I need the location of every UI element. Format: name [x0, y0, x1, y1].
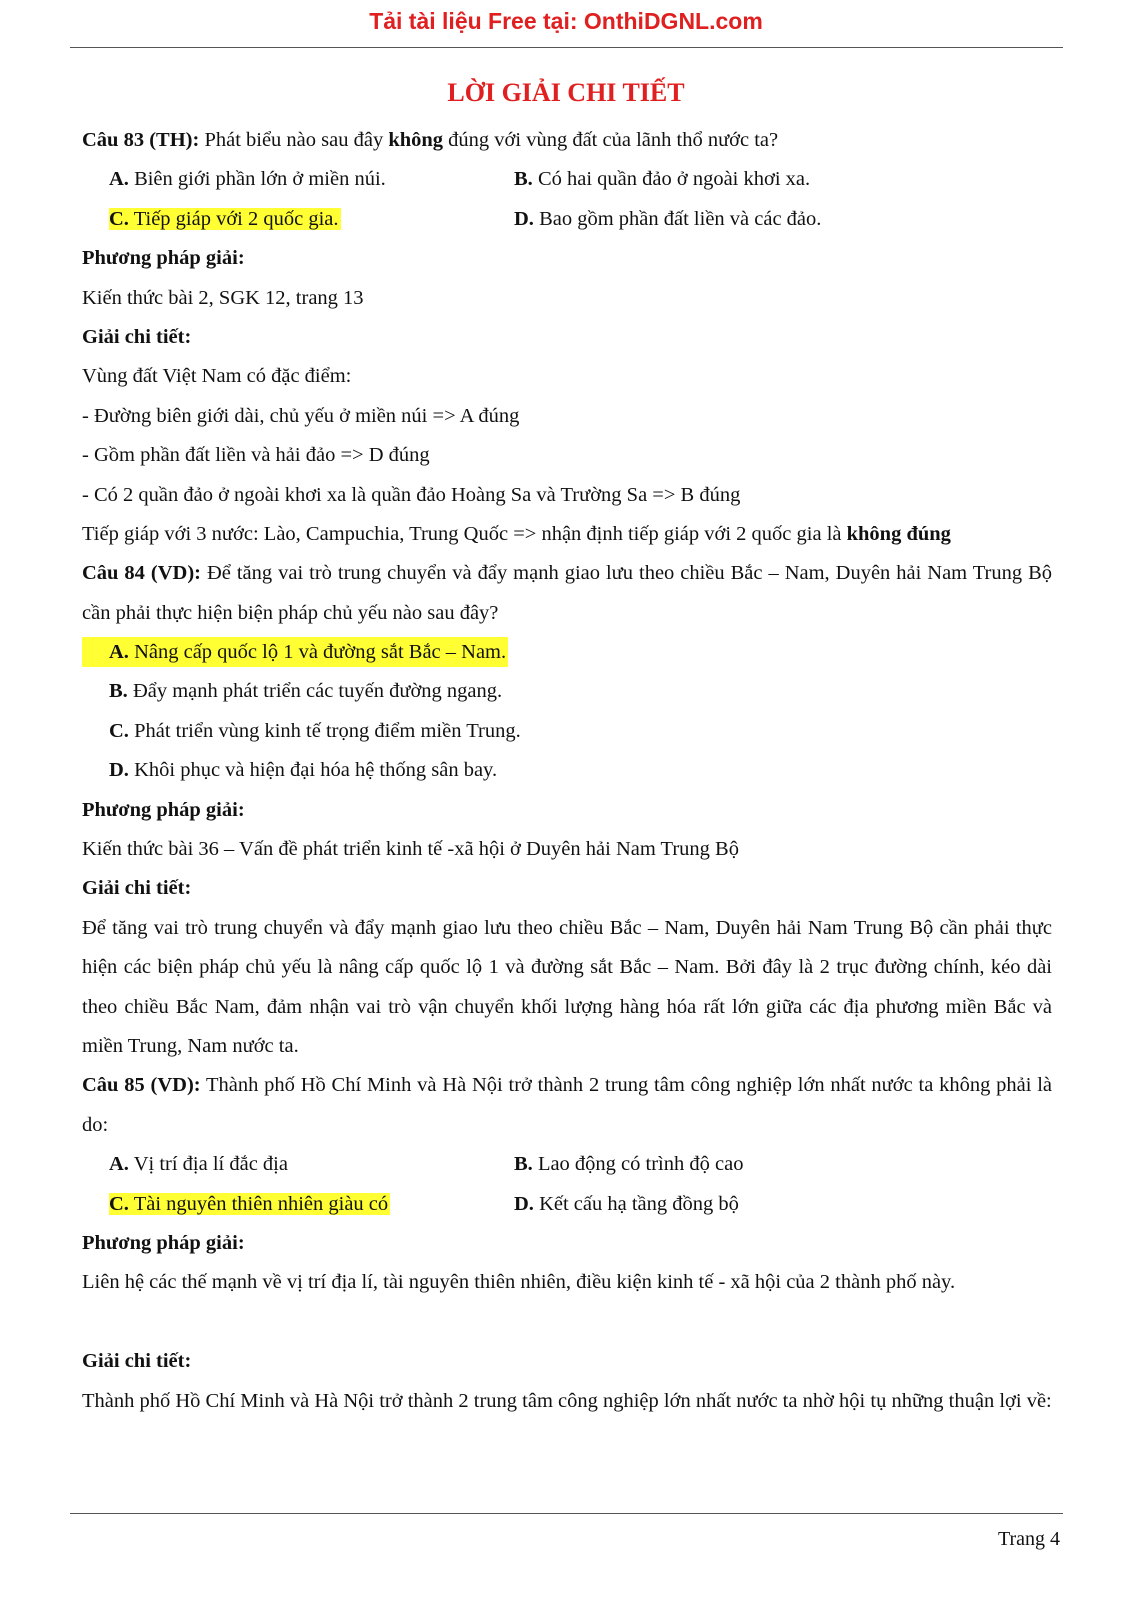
- detail-heading: Giải chi tiết:: [82, 325, 192, 348]
- question-label: Câu 83 (TH):: [82, 129, 200, 151]
- option-c: C. Phát triển vùng kinh tế trọng điểm miền Trung.: [109, 719, 521, 742]
- option-b: B. Có hai quần đảo ở ngoài khơi xa.: [514, 168, 811, 191]
- footer-divider: [70, 1513, 1063, 1514]
- options-row: [82, 1145, 1052, 1184]
- option-b: B. Lao động có trình độ cao: [514, 1153, 744, 1176]
- question-85: [82, 1066, 1052, 1145]
- question-text: đúng với vùng đất của lãnh thổ nước ta?: [443, 129, 779, 151]
- question-text: Để tăng vai trò trung chuyển và đẩy mạnh giao lưu theo chiều Bắc – Nam, Duyên hải Nam Trung Bộ cần phải thực hiện biện pháp chủ yếu nào sau đây?: [82, 562, 1053, 624]
- option-d: D. Khôi phục và hiện đại hóa hệ thống sân bay.: [109, 759, 498, 782]
- option-c-correct: C. Tài nguyên thiên nhiên giàu có: [109, 1192, 389, 1215]
- page-number: Trang 4: [997, 1528, 1060, 1550]
- question-text: Phát biểu nào sau đây: [199, 129, 389, 151]
- options-row: [82, 1185, 1052, 1224]
- options-row: [82, 200, 1052, 239]
- question-label: Câu 84 (VD):: [82, 562, 201, 585]
- method-heading: Phương pháp giải:: [82, 798, 245, 821]
- detail-paragraph: Thành phố Hồ Chí Minh và Hà Nội trở thành 2 trung tâm công nghiệp lớn nhất nước ta nhờ hội tụ những thuận lợi về:: [82, 1389, 1052, 1412]
- conclusion-line: Tiếp giáp với 3 nước: Lào, Campuchia, Trung Quốc => nhận định tiếp giáp với 2 quốc gia là không đúng: [82, 522, 951, 545]
- detail-heading: Giải chi tiết:: [82, 1350, 192, 1373]
- option-b: B. Đẩy mạnh phát triển các tuyến đường ngang.: [109, 680, 503, 703]
- header-divider: [70, 47, 1063, 48]
- detail-paragraph: Để tăng vai trò trung chuyển và đẩy mạnh giao lưu theo chiều Bắc – Nam, Duyên hải Nam Trung Bộ cần phải thực hiện các biện pháp chủ yếu là nâng cấp quốc lộ 1 và đường sắt Bắc – Nam. Bởi đây là 2 trục đường chính, kéo dài theo chiều Bắc Nam, đảm nhận vai trò vận chuyển khối lượng hàng hóa rất lớn giữa các địa phương miền Bắc và miền Trung, Nam nước ta.: [82, 916, 1052, 1058]
- option-a: A. Vị trí địa lí đắc địa: [109, 1153, 288, 1176]
- method-text: Liên hệ các thế mạnh về vị trí địa lí, tài nguyên thiên nhiên, điều kiện kinh tế - xã hội của 2 thành phố này.: [82, 1271, 956, 1294]
- options-row: [82, 160, 1052, 199]
- method-text: Kiến thức bài 36 – Vấn đề phát triển kinh tế -xã hội ở Duyên hải Nam Trung Bộ: [82, 838, 739, 861]
- method-heading: Phương pháp giải:: [82, 247, 245, 270]
- option-a-correct: A. Nâng cấp quốc lộ 1 và đường sắt Bắc – Nam.: [82, 633, 1052, 672]
- question-label: Câu 85 (VD):: [82, 1074, 201, 1097]
- method-text: Kiến thức bài 2, SGK 12, trang 13: [82, 286, 364, 309]
- document-body: [82, 121, 1052, 1460]
- site-banner[interactable]: Tải tài liệu Free tại: OnthiDGNL.com: [369, 8, 763, 34]
- option-c-correct: C. Tiếp giáp với 2 quốc gia.: [109, 207, 339, 230]
- detail-line: - Đường biên giới dài, chủ yếu ở miền núi => A đúng: [82, 404, 520, 427]
- method-heading: Phương pháp giải:: [82, 1232, 245, 1254]
- question-84: [82, 554, 1052, 633]
- option-d: D. Bao gồm phần đất liền và các đảo.: [514, 207, 822, 230]
- detail-line: - Có 2 quần đảo ở ngoài khơi xa là quần đảo Hoàng Sa và Trường Sa => B đúng: [82, 483, 741, 506]
- option-a: A. Biên giới phần lớn ở miền núi.: [109, 168, 386, 191]
- option-d: D. Kết cấu hạ tầng đồng bộ: [514, 1192, 739, 1215]
- detail-line: - Gồm phần đất liền và hải đảo => D đúng: [82, 444, 430, 467]
- detail-line: Vùng đất Việt Nam có đặc điểm:: [82, 365, 352, 388]
- question-83: [82, 121, 1052, 160]
- question-text: Thành phố Hồ Chí Minh và Hà Nội trở thành 2 trung tâm công nghiệp lớn nhất nước ta không phải là do:: [82, 1074, 1052, 1136]
- page-title: LỜI GIẢI CHI TIẾT: [447, 78, 685, 107]
- detail-heading: Giải chi tiết:: [82, 877, 192, 900]
- question-emphasis: không: [388, 129, 444, 151]
